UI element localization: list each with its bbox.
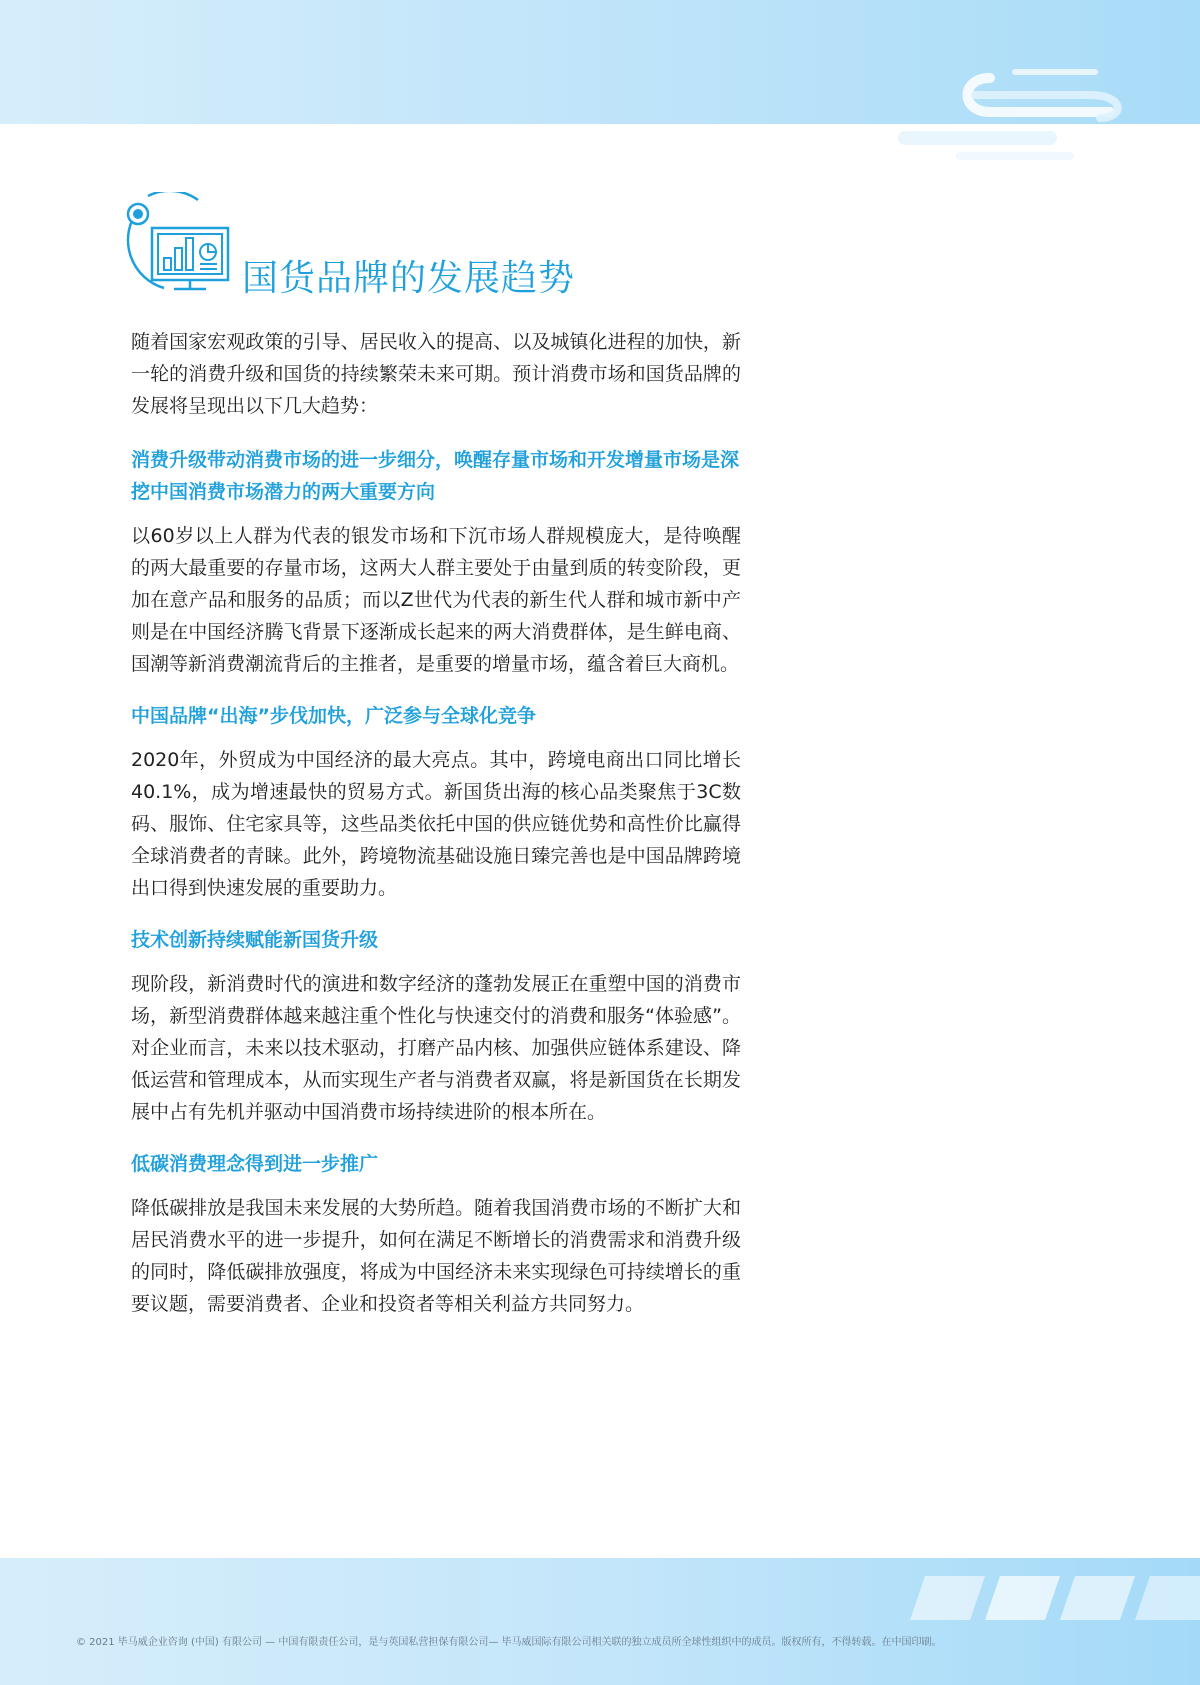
dashboard-monitor-icon bbox=[124, 192, 236, 302]
copyright-footer: © 2021 毕马威企业咨询 (中国) 有限公司 — 中国有限责任公司，是与英国私营担保有限公司— 毕马威国际有限公司相关联的独立成员所全球性组织中的成员。版权所有，不得转载。在中国印刷。 bbox=[76, 1637, 942, 1648]
section-body-4: 降低碳排放是我国未来发展的大势所趋。随着我国消费市场的不断扩大和居民消费水平的进一步提升，如何在满足不断增长的消费需求和消费升级的同时，降低碳排放强度，将成为中国经济未来实现绿色可持续增长的重要议题，需要消费者、企业和投资者等相关利益方共同努力。 bbox=[131, 1197, 741, 1315]
section-heading-2: 中国品牌“出海”步伐加快，广泛参与全球化竞争 bbox=[131, 705, 536, 727]
article-body bbox=[131, 326, 741, 1320]
banner-fade-arc bbox=[0, 118, 1200, 178]
section-body-2: 2020年，外贸成为中国经济的最大亮点。其中，跨境电商出口同比增长40.1%，成为增速最快的贸易方式。新国货出海的核心品类聚焦于3C数码、服饰、住宅家具等，这些品类依托中国的供应链优势和高性价比赢得全球消费者的青睐。此外，跨境物流基础设施日臻完善也是中国品牌跨境出口得到快速发展的重要助力。 bbox=[131, 749, 741, 899]
footer-banner bbox=[0, 1558, 1200, 1685]
page-title: 国货品牌的发展趋势 bbox=[242, 258, 576, 300]
section-heading-3: 技术创新持续赋能新国货升级 bbox=[131, 929, 379, 951]
section-heading-4: 低碳消费理念得到进一步推广 bbox=[131, 1153, 379, 1175]
header-banner bbox=[0, 0, 1200, 124]
section-body-3: 现阶段，新消费时代的演进和数字经济的蓬勃发展正在重塑中国的消费市场，新型消费群体越来越注重个性化与快速交付的消费和服务“体验感”。对企业而言，未来以技术驱动，打磨产品内核、加强供应链体系建设、降低运营和管理成本，从而实现生产者与消费者双赢，将是新国货在长期发展中占有先机并驱动中国消费市场持续进阶的根本所在。 bbox=[131, 973, 741, 1123]
section-heading-1: 消费升级带动消费市场的进一步细分，唤醒存量市场和开发增量市场是深挖中国消费市场潜力的两大重要方向 bbox=[131, 449, 740, 503]
section-body-1: 以60岁以上人群为代表的银发市场和下沉市场人群规模庞大，是待唤醒的两大最重要的存量市场，这两大人群主要处于由量到质的转变阶段，更加在意产品和服务的品质；而以Z世代为代表的新生代人群和城市新中产则是在中国经济腾飞背景下逐渐成长起来的两大消费群体，是生鲜电商、国潮等新消费潮流背后的主推者，是重要的增量市场，蕴含着巨大商机。 bbox=[131, 525, 741, 675]
banner-swoosh-graphic bbox=[0, 0, 1200, 124]
intro-paragraph: 随着国家宏观政策的引导、居民收入的提高、以及城镇化进程的加快，新一轮的消费升级和国货的持续繁荣未来可期。预计消费市场和国货品牌的发展将呈现出以下几大趋势： bbox=[131, 331, 741, 417]
footer-stripes-graphic bbox=[0, 1558, 1200, 1685]
